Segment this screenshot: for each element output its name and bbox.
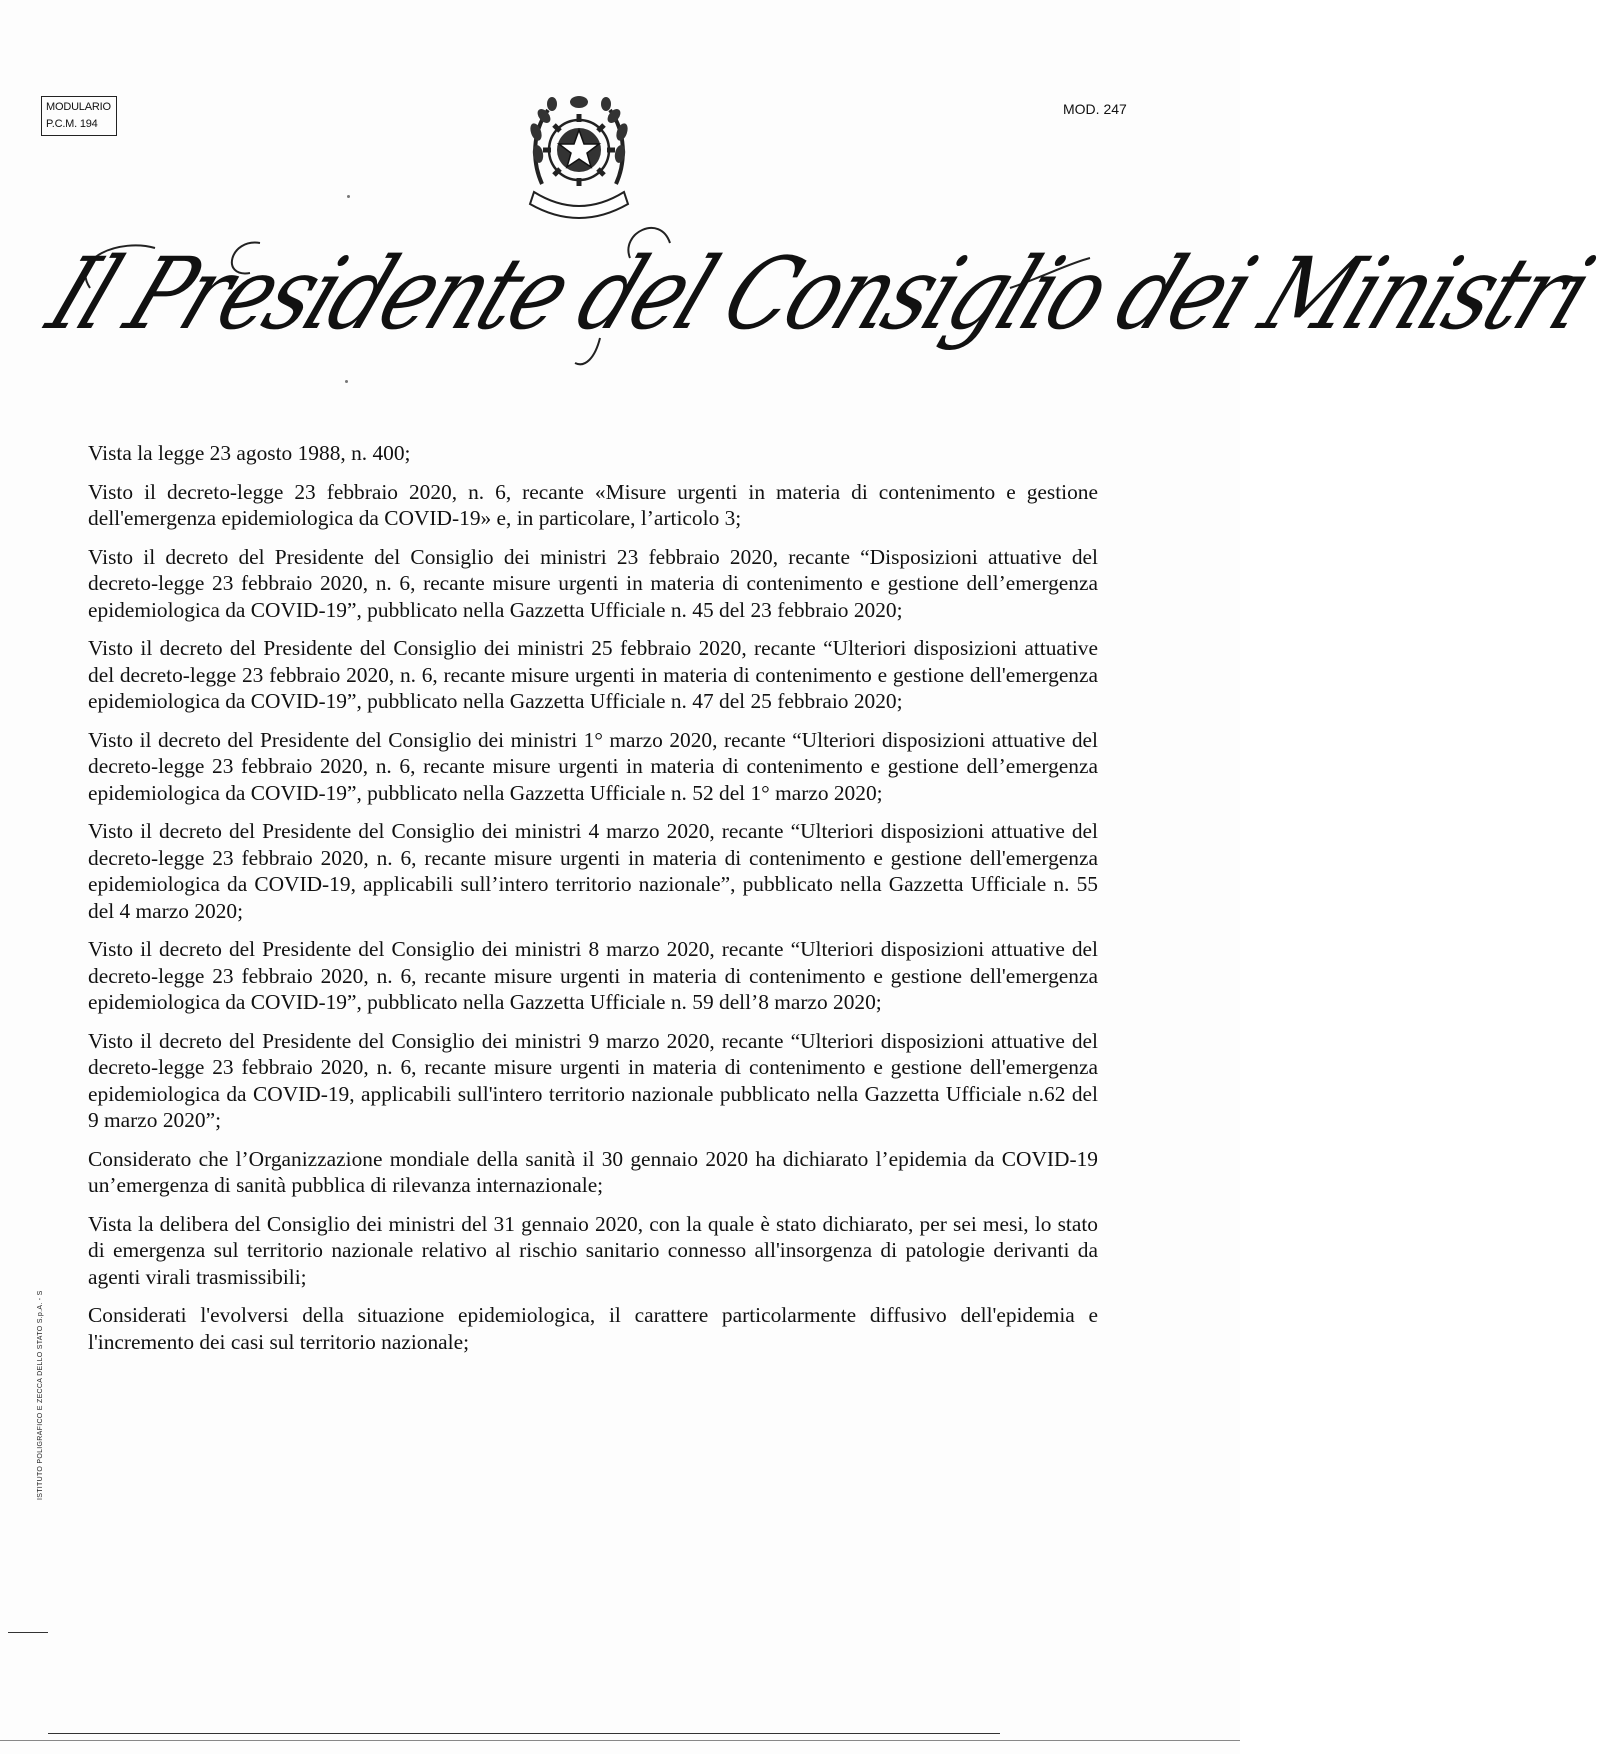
bottom-rule (48, 1733, 1000, 1734)
decree-paragraph: Visto il decreto del Presidente del Consiglio dei ministri 25 febbraio 2020, recante “Ulteriori disposizioni attuative del decreto-legge 23 febbraio 2020, n. 6, recante misure urgenti in materia di contenimento e gestione dell'emergenza epidemiologica da COVID-19”, pubblicato nella Gazzetta Ufficiale n. 47 del 25 febbraio 2020; (88, 636, 1098, 713)
decree-paragraph: Vista la legge 23 agosto 1988, n. 400; (88, 441, 411, 465)
decree-paragraph: Visto il decreto del Presidente del Consiglio dei ministri 8 marzo 2020, recante “Ulteriori disposizioni attuative del decreto-legge 23 febbraio 2020, n. 6, recante misure urgenti in materia di contenimento e gestione dell'emergenza epidemiologica da COVID-19”, pubblicato nella Gazzetta Ufficiale n. 59 dell’8 marzo 2020; (88, 937, 1098, 1014)
modulario-code: P.C.M. 194 (46, 118, 98, 130)
margin-mark (8, 1632, 48, 1633)
italian-republic-emblem-icon (524, 92, 634, 222)
decree-paragraph: Visto il decreto del Presidente del Consiglio dei ministri 9 marzo 2020, recante “Ulteriori disposizioni attuative del decreto-legge 23 febbraio 2020, n. 6, recante misure urgenti in materia di contenimento e gestione dell'emergenza epidemiologica da COVID-19, applicabili sull'intero territorio nazionale pubblicato nella Gazzetta Ufficiale n.62 del 9 marzo 2020”; (88, 1028, 1098, 1132)
decree-paragraph: Vista la delibera del Consiglio dei ministri del 31 gennaio 2020, con la quale è stato dichiarato, per sei mesi, lo stato di emergenza sul territorio nazionale relativo al rischio sanitario connesso all'insorgenza di patologie derivanti da agenti virali trasmissibili; (88, 1211, 1098, 1289)
scan-edge-line (0, 1740, 1240, 1741)
title-script-text: Il Presidente del Consiglio dei Ministri (33, 236, 1606, 352)
scan-speck (345, 380, 348, 383)
form-code: MOD. 247 (1063, 101, 1127, 117)
modulario-box (41, 96, 117, 136)
printer-imprint: ISTITUTO POLIGRAFICO E ZECCA DELLO STATO S.p.A. - S (37, 1290, 44, 1500)
decree-body (88, 440, 1098, 1367)
modulario-label: MODULARIO (46, 101, 111, 113)
decree-paragraph: Visto il decreto-legge 23 febbraio 2020, n. 6, recante «Misure urgenti in materia di contenimento e gestione dell'emergenza epidemiologica da COVID-19» e, in particolare, l’articolo 3; (88, 479, 1098, 530)
decree-paragraph: Visto il decreto del Presidente del Consiglio dei ministri 4 marzo 2020, recante “Ulteriori disposizioni attuative del decreto-legge 23 febbraio 2020, n. 6, recante misure urgenti in materia di contenimento e gestione dell'emergenza epidemiologica da COVID-19, applicabili sull’intero territorio nazionale”, pubblicato nella Gazzetta Ufficiale n. 55 del 4 marzo 2020; (88, 819, 1098, 923)
decree-paragraph: Considerato che l’Organizzazione mondiale della sanità il 30 gennaio 2020 ha dichiarato l’epidemia da COVID-19 un’emergenza di sanità pubblica di rilevanza internazionale; (88, 1146, 1098, 1197)
scan-speck (347, 195, 350, 198)
decree-paragraph: Visto il decreto del Presidente del Consiglio dei ministri 23 febbraio 2020, recante “Disposizioni attuative del decreto-legge 23 febbraio 2020, n. 6, recante misure urgenti in materia di contenimento e gestione dell’emergenza epidemiologica da COVID-19”, pubblicato nella Gazzetta Ufficiale n. 45 del 23 febbraio 2020; (88, 544, 1098, 622)
page-title (33, 218, 1606, 368)
decree-paragraph: Considerati l'evolversi della situazione epidemiologica, il carattere particolarmente diffusivo dell'epidemia e l'incremento dei casi sul territorio nazionale; (88, 1303, 1098, 1354)
decree-paragraph: Visto il decreto del Presidente del Consiglio dei ministri 1° marzo 2020, recante “Ulteriori disposizioni attuative del decreto-legge 23 febbraio 2020, n. 6, recante misure urgenti in materia di contenimento e gestione dell’emergenza epidemiologica da COVID-19”, pubblicato nella Gazzetta Ufficiale n. 52 del 1° marzo 2020; (88, 727, 1098, 805)
